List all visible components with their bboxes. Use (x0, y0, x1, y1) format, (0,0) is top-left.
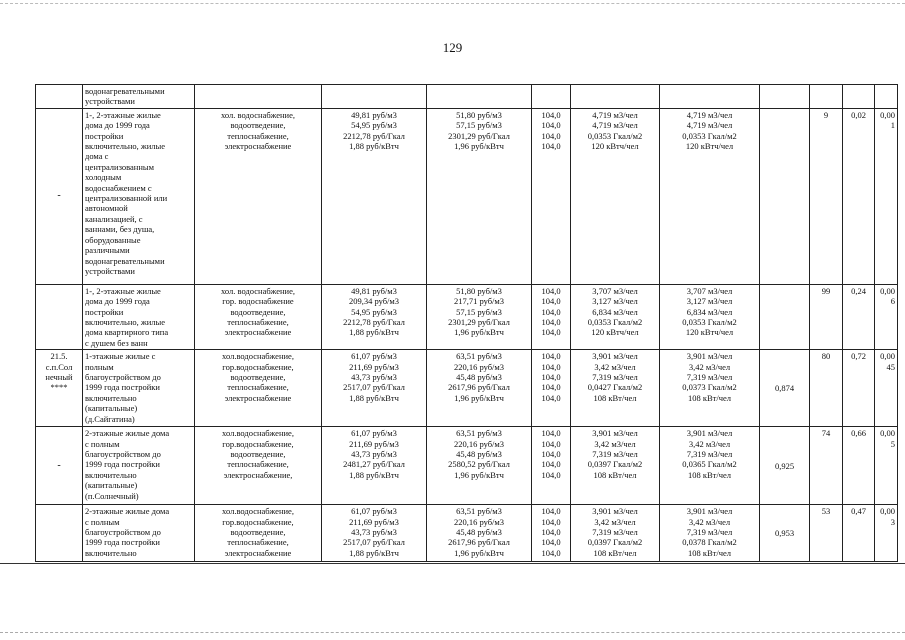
services-cell: хол.водоснабжение, гор.водоснабжение, водоотведение, теплоснабжение, электроснабжение, (195, 427, 322, 505)
tariff-period1-cell (322, 85, 427, 109)
norm-period2-cell: 3,901 м3/чел 3,42 м3/чел 7,319 м3/чел 0,0378 Гкал/м2 108 кВт/чел (660, 505, 760, 562)
services-cell: хол. водоснабжение, гор. водоснабжение водоотведение, теплоснабжение, электроснабжение (195, 284, 322, 349)
tariff-period2-cell (427, 85, 532, 109)
coefficient-cell: 0,953 (760, 505, 810, 562)
index-cell: 104,0 104,0 104,0 104,0 104,0 (532, 284, 571, 349)
value-2-cell: 0,02 (843, 108, 875, 284)
value-2-cell: 0,72 (843, 350, 875, 427)
value-3-cell (875, 85, 898, 109)
value-1-cell (810, 85, 843, 109)
row-number-cell (36, 284, 83, 349)
table-row (36, 85, 898, 109)
value-2-cell (843, 85, 875, 109)
norm-period1-cell: 3,901 м3/чел 3,42 м3/чел 7,319 м3/чел 0,0427 Гкал/м2 108 кВт/чел (571, 350, 660, 427)
tariff-period2-cell: 51,80 руб/м3 217,71 руб/м3 57,15 руб/м3 2301,29 руб/Гкал 1,96 руб/кВтч (427, 284, 532, 349)
value-1-cell: 80 (810, 350, 843, 427)
tariff-period1-cell: 49,81 руб/м3 54,95 руб/м3 2212,78 руб/Гкал 1,88 руб/кВтч (322, 108, 427, 284)
table-row (36, 284, 898, 349)
page-bottom-rule (0, 563, 905, 564)
coefficient-cell (760, 85, 810, 109)
value-2-cell: 0,47 (843, 505, 875, 562)
norm-period2-cell: 3,901 м3/чел 3,42 м3/чел 7,319 м3/чел 0,0373 Гкал/м2 108 кВт/чел (660, 350, 760, 427)
page-number: 129 (442, 40, 463, 55)
row-number-cell (36, 505, 83, 562)
tariff-period1-cell: 61,07 руб/м3 211,69 руб/м3 43,73 руб/м3 2481,27 руб/Гкал 1,88 руб/кВтч (322, 427, 427, 505)
norm-period1-cell: 3,901 м3/чел 3,42 м3/чел 7,319 м3/чел 0,0397 Гкал/м2 108 кВт/чел (571, 427, 660, 505)
tariff-period2-cell: 63,51 руб/м3 220,16 руб/м3 45,48 руб/м3 2617,96 руб/Гкал 1,96 руб/кВтч (427, 505, 532, 562)
value-1-cell: 74 (810, 427, 843, 505)
table-row (36, 505, 898, 562)
norm-period1-cell: 3,901 м3/чел 3,42 м3/чел 7,319 м3/чел 0,0397 Гкал/м2 108 кВт/чел (571, 505, 660, 562)
norm-period2-cell: 3,707 м3/чел 3,127 м3/чел 6,834 м3/чел 0,0353 Гкал/м2 120 кВтч/чел (660, 284, 760, 349)
table-row (36, 108, 898, 284)
table-body (36, 85, 898, 562)
value-3-cell: 0,00 5 (875, 427, 898, 505)
norm-period2-cell (660, 85, 760, 109)
tariff-period2-cell: 63,51 руб/м3 220,16 руб/м3 45,48 руб/м3 2580,52 руб/Гкал 1,96 руб/кВтч (427, 427, 532, 505)
row-number-cell: - (36, 108, 83, 284)
value-1-cell: 53 (810, 505, 843, 562)
norm-period1-cell: 4,719 м3/чел 4,719 м3/чел 0,0353 Гкал/м2 120 кВтч/чел (571, 108, 660, 284)
coefficient-cell: 0,925 (760, 427, 810, 505)
value-2-cell: 0,24 (843, 284, 875, 349)
tariff-period2-cell: 51,80 руб/м3 57,15 руб/м3 2301,29 руб/Гкал 1,96 руб/кВтч (427, 108, 532, 284)
housing-type-cell: 1-, 2-этажные жилые дома до 1999 года постройки включительно, жилые дома с централизованным холодным водоснабжением с централизованной или автономной канализацией, с ваннами, без душа, оборудованные различными водонагревательными устройствами (83, 108, 195, 284)
scan-bottom-edge (0, 632, 905, 633)
index-cell: 104,0 104,0 104,0 104,0 104,0 (532, 427, 571, 505)
value-3-cell: 0,00 45 (875, 350, 898, 427)
norm-period2-cell: 4,719 м3/чел 4,719 м3/чел 0,0353 Гкал/м2 120 кВтч/чел (660, 108, 760, 284)
table-row (36, 427, 898, 505)
norm-period2-cell: 3,901 м3/чел 3,42 м3/чел 7,319 м3/чел 0,0365 Гкал/м2 108 кВт/чел (660, 427, 760, 505)
coefficient-cell (760, 284, 810, 349)
value-3-cell: 0,00 3 (875, 505, 898, 562)
tariff-period2-cell: 63,51 руб/м3 220,16 руб/м3 45,48 руб/м3 2617,96 руб/Гкал 1,96 руб/кВтч (427, 350, 532, 427)
tariff-period1-cell: 61,07 руб/м3 211,69 руб/м3 43,73 руб/м3 2517,07 руб/Гкал 1,88 руб/кВтч (322, 350, 427, 427)
value-1-cell: 99 (810, 284, 843, 349)
index-cell: 104,0 104,0 104,0 104,0 104,0 (532, 505, 571, 562)
tariff-table (35, 84, 898, 562)
housing-type-cell: 1-этажные жилые с полным благоустройством до 1999 года постройки включительно (капитальные) (д.Сайгатина) (83, 350, 195, 427)
coefficient-cell: 0,874 (760, 350, 810, 427)
row-number-cell: - (36, 427, 83, 505)
index-cell (532, 85, 571, 109)
index-cell: 104,0 104,0 104,0 104,0 (532, 108, 571, 284)
services-cell: хол. водоснабжение, водоотведение, теплоснабжение, электроснабжение (195, 108, 322, 284)
scan-top-edge (0, 3, 905, 4)
value-1-cell: 9 (810, 108, 843, 284)
services-cell: хол.водоснабжение, гор.водоснабжение, водоотведение, теплоснабжение, электроснабжение (195, 350, 322, 427)
tariff-period1-cell: 61,07 руб/м3 211,69 руб/м3 43,73 руб/м3 2517,07 руб/Гкал 1,88 руб/кВтч (322, 505, 427, 562)
housing-type-cell: 2-этажные жилые дома с полным благоустройством до 1999 года постройки включительно (капитальные) (п.Солнечный) (83, 427, 195, 505)
services-cell (195, 85, 322, 109)
value-3-cell: 0,00 1 (875, 108, 898, 284)
norm-period1-cell: 3,707 м3/чел 3,127 м3/чел 6,834 м3/чел 0,0353 Гкал/м2 120 кВтч/чел (571, 284, 660, 349)
row-number-cell: 21.5. с.п.Сол нечный **** (36, 350, 83, 427)
index-cell: 104,0 104,0 104,0 104,0 104,0 (532, 350, 571, 427)
value-2-cell: 0,66 (843, 427, 875, 505)
housing-type-cell: водонагревательными устройствами (83, 85, 195, 109)
tariff-period1-cell: 49,81 руб/м3 209,34 руб/м3 54,95 руб/м3 2212,78 руб/Гкал 1,88 руб/кВтч (322, 284, 427, 349)
value-3-cell: 0,00 6 (875, 284, 898, 349)
housing-type-cell: 1-, 2-этажные жилые дома до 1999 года постройки включительно, жилые дома квартирного типа с душем без ванн (83, 284, 195, 349)
table-row (36, 350, 898, 427)
row-number-cell (36, 85, 83, 109)
services-cell: хол.водоснабжение, гор.водоснабжение, водоотведение, теплоснабжение, электроснабжение (195, 505, 322, 562)
norm-period1-cell (571, 85, 660, 109)
coefficient-cell (760, 108, 810, 284)
housing-type-cell: 2-этажные жилые дома с полным благоустройством до 1999 года постройки включительно (83, 505, 195, 562)
